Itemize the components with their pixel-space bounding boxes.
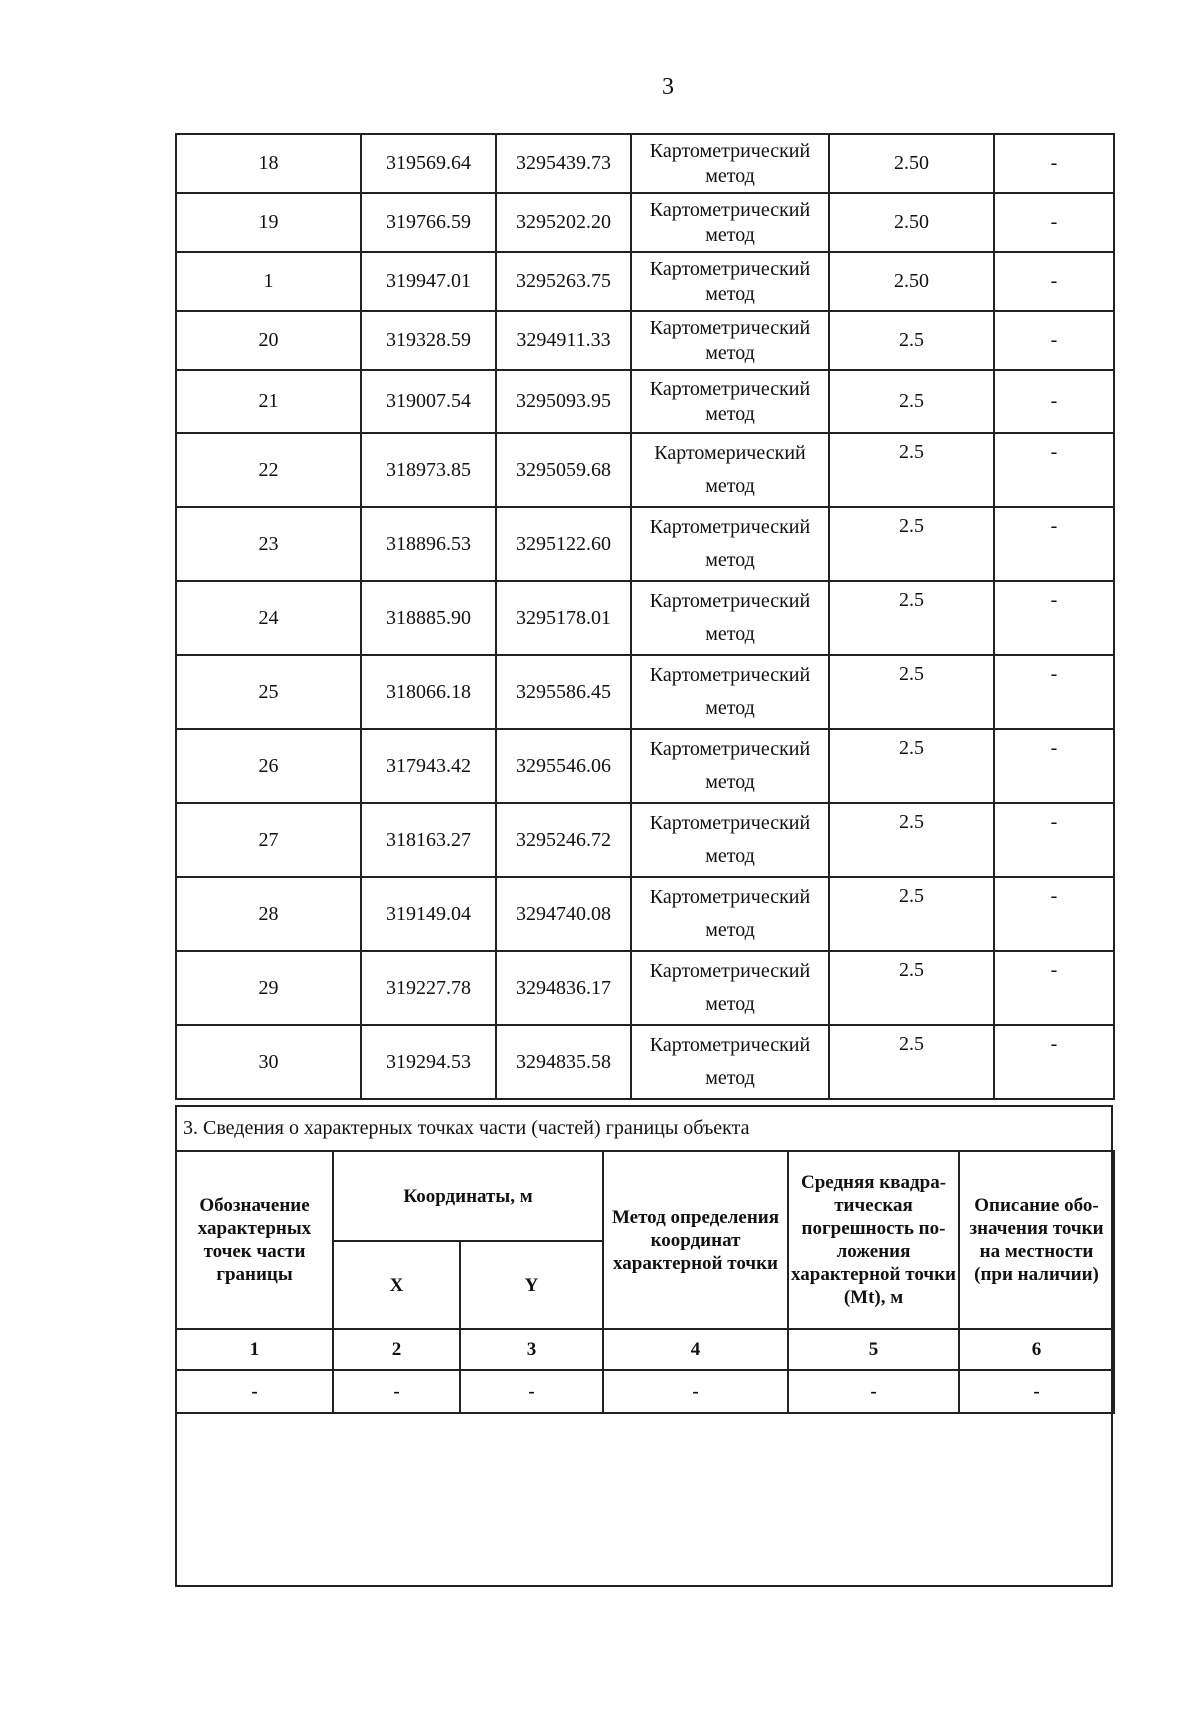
x-coordinate-cell: 319947.01 [361,252,496,311]
method-cell: Картометрический метод [631,581,829,655]
method-cell: Картомерический метод [631,433,829,507]
table-row [176,1025,1114,1099]
description-cell: - [994,311,1114,370]
method-cell: Картометрический метод [631,951,829,1025]
method-cell: Картометрический метод [631,803,829,877]
point-number-cell: 29 [176,951,361,1025]
error-cell: 2.50 [829,252,994,311]
error-cell: 2.50 [829,134,994,193]
error-cell: 2.50 [829,193,994,252]
header-y: Y [460,1241,603,1329]
y-coordinate-cell: 3295586.45 [496,655,631,729]
point-number-cell: 1 [176,252,361,311]
empty-cell: - [788,1370,959,1413]
table-row [176,729,1114,803]
point-number-cell: 21 [176,370,361,433]
header-designation: Обозначение характерных точек части границы [176,1151,333,1329]
column-number: 1 [176,1329,333,1370]
description-cell: - [994,193,1114,252]
error-cell: 2.5 [829,1025,994,1099]
description-cell: - [994,370,1114,433]
error-cell: 2.5 [829,877,994,951]
y-coordinate-cell: 3294911.33 [496,311,631,370]
y-coordinate-cell: 3294740.08 [496,877,631,951]
method-cell: Картометрический метод [631,370,829,433]
y-coordinate-cell: 3295263.75 [496,252,631,311]
description-cell: - [994,581,1114,655]
point-number-cell: 22 [176,433,361,507]
method-cell: Картометрический метод [631,655,829,729]
column-number: 2 [333,1329,460,1370]
error-cell: 2.5 [829,433,994,507]
method-cell: Картометрический метод [631,134,829,193]
error-cell: 2.5 [829,311,994,370]
table-row [176,655,1114,729]
point-number-cell: 19 [176,193,361,252]
section3-block [175,1105,1113,1587]
description-cell: - [994,507,1114,581]
description-cell: - [994,655,1114,729]
description-cell: - [994,252,1114,311]
error-cell: 2.5 [829,655,994,729]
page-number: 3 [662,74,674,100]
x-coordinate-cell: 318066.18 [361,655,496,729]
point-number-cell: 26 [176,729,361,803]
y-coordinate-cell: 3295093.95 [496,370,631,433]
table-row [176,877,1114,951]
y-coordinate-cell: 3295059.68 [496,433,631,507]
error-cell: 2.5 [829,507,994,581]
empty-cell: - [333,1370,460,1413]
description-cell: - [994,877,1114,951]
error-cell: 2.5 [829,729,994,803]
x-coordinate-cell: 319149.04 [361,877,496,951]
x-coordinate-cell: 319294.53 [361,1025,496,1099]
column-number: 6 [959,1329,1114,1370]
x-coordinate-cell: 318896.53 [361,507,496,581]
method-cell: Картометрический метод [631,193,829,252]
x-coordinate-cell: 318163.27 [361,803,496,877]
y-coordinate-cell: 3295246.72 [496,803,631,877]
description-cell: - [994,134,1114,193]
description-cell: - [994,433,1114,507]
column-number: 4 [603,1329,788,1370]
y-coordinate-cell: 3295439.73 [496,134,631,193]
x-coordinate-cell: 319227.78 [361,951,496,1025]
table-row [176,252,1114,311]
boundary-points-body [176,134,1114,1099]
point-number-cell: 24 [176,581,361,655]
point-number-cell: 27 [176,803,361,877]
y-coordinate-cell: 3294835.58 [496,1025,631,1099]
error-cell: 2.5 [829,370,994,433]
method-cell: Картометрический метод [631,1025,829,1099]
table-row [176,803,1114,877]
description-cell: - [994,729,1114,803]
method-cell: Картометрический метод [631,729,829,803]
column-number: 5 [788,1329,959,1370]
error-cell: 2.5 [829,581,994,655]
y-coordinate-cell: 3295202.20 [496,193,631,252]
empty-cell: - [959,1370,1114,1413]
empty-cell: - [176,1370,333,1413]
x-coordinate-cell: 317943.42 [361,729,496,803]
method-cell: Картометрический метод [631,311,829,370]
boundary-points-table [175,133,1115,1100]
x-coordinate-cell: 318885.90 [361,581,496,655]
point-number-cell: 30 [176,1025,361,1099]
point-number-cell: 25 [176,655,361,729]
table-row [176,433,1114,507]
method-cell: Картометрический метод [631,507,829,581]
x-coordinate-cell: 319007.54 [361,370,496,433]
y-coordinate-cell: 3295122.60 [496,507,631,581]
x-coordinate-cell: 319569.64 [361,134,496,193]
point-number-cell: 28 [176,877,361,951]
header-coordinates: Координаты, м [333,1151,603,1241]
x-coordinate-cell: 318973.85 [361,433,496,507]
x-coordinate-cell: 319328.59 [361,311,496,370]
point-number-cell: 18 [176,134,361,193]
description-cell: - [994,803,1114,877]
table-row [176,193,1114,252]
method-cell: Картометрический метод [631,877,829,951]
table-row [176,134,1114,193]
empty-cell: - [603,1370,788,1413]
table-row [176,370,1114,433]
y-coordinate-cell: 3295546.06 [496,729,631,803]
point-number-cell: 20 [176,311,361,370]
table-row [176,311,1114,370]
column-number-row [176,1329,1114,1370]
part-points-table [175,1150,1115,1414]
method-cell: Картометрический метод [631,252,829,311]
error-cell: 2.5 [829,803,994,877]
header-x: X [333,1241,460,1329]
header-error: Средняя квадра-тическая погрешность по-ложения характерной точки (Mt), м [788,1151,959,1329]
y-coordinate-cell: 3295178.01 [496,581,631,655]
description-cell: - [994,951,1114,1025]
empty-cell: - [460,1370,603,1413]
description-cell: - [994,1025,1114,1099]
error-cell: 2.5 [829,951,994,1025]
table-row [176,951,1114,1025]
header-description: Описание обо-значения точки на местности (при наличии) [959,1151,1114,1329]
table-row [176,581,1114,655]
empty-data-row [176,1370,1114,1413]
point-number-cell: 23 [176,507,361,581]
section3-title: 3. Сведения о характерных точках части (частей) границы объекта [183,1117,750,1139]
y-coordinate-cell: 3294836.17 [496,951,631,1025]
header-method: Метод определения координат характерной точки [603,1151,788,1329]
table-row [176,507,1114,581]
x-coordinate-cell: 319766.59 [361,193,496,252]
column-number: 3 [460,1329,603,1370]
